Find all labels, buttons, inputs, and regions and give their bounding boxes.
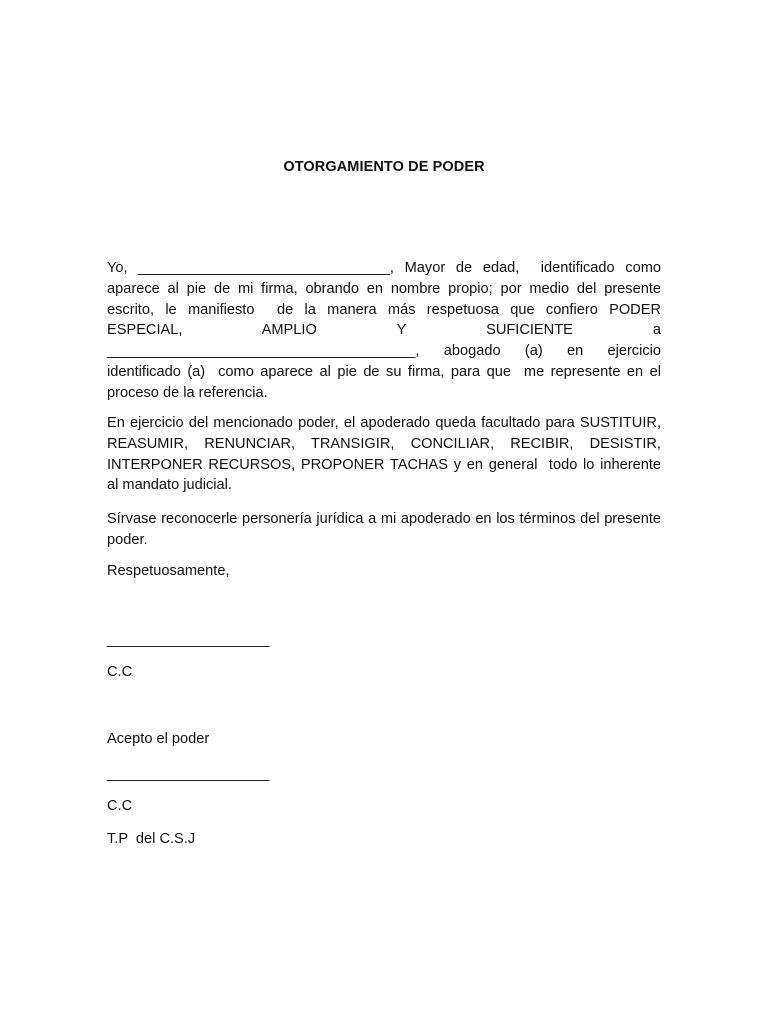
paragraph-line: INTERPONER RECURSOS, PROPONER TACHAS y en general todo lo inherente (107, 456, 661, 473)
attorney-license-label: T.P del C.S.J (107, 831, 196, 847)
paragraph-line: poder. (107, 531, 148, 548)
paragraph-line: Sírvase reconocerle personería jurídica a mi apoderado en los términos del presente (107, 511, 661, 527)
attorney-signature-line: ____________________ (107, 766, 270, 782)
closing-text: Respetuosamente, (107, 563, 230, 579)
paragraph-line: proceso de la referencia. (107, 384, 268, 401)
document-title: OTORGAMIENTO DE PODER (283, 159, 485, 175)
paragraph-line: escrito, le manifiesto de la manera más respetuosa que confiero PODER (107, 301, 661, 318)
paragraph-line: identificado (a) como aparece al pie de su firma, para que me represente en el (107, 363, 661, 380)
grantor-id-label: C.C (107, 664, 133, 680)
paragraph-line: ______________________________________, abogado (a) en ejercicio (107, 343, 661, 360)
paragraph-line: ESPECIAL, AMPLIO Y SUFICIENTE a (107, 322, 661, 339)
paragraph-faculties (107, 413, 661, 496)
paragraph-line: Yo, _______________________________, Mayor de edad, identificado como (107, 260, 661, 276)
paragraph-line: En ejercicio del mencionado poder, el apoderado queda facultado para SUSTITUIR, (107, 415, 661, 431)
grantor-signature-line: ____________________ (107, 632, 270, 648)
paragraph-line: REASUMIR, RENUNCIAR, TRANSIGIR, CONCILIAR, RECIBIR, DESISTIR, (107, 435, 661, 452)
attorney-id-label: C.C (107, 798, 133, 814)
accept-power-text: Acepto el poder (107, 731, 210, 747)
paragraph-line: al mandato judicial. (107, 477, 232, 494)
paragraph-grant (107, 258, 661, 404)
paragraph-line: aparece al pie de mi firma, obrando en nombre propio; por medio del presente (107, 280, 661, 297)
paragraph-recognition (107, 509, 661, 551)
